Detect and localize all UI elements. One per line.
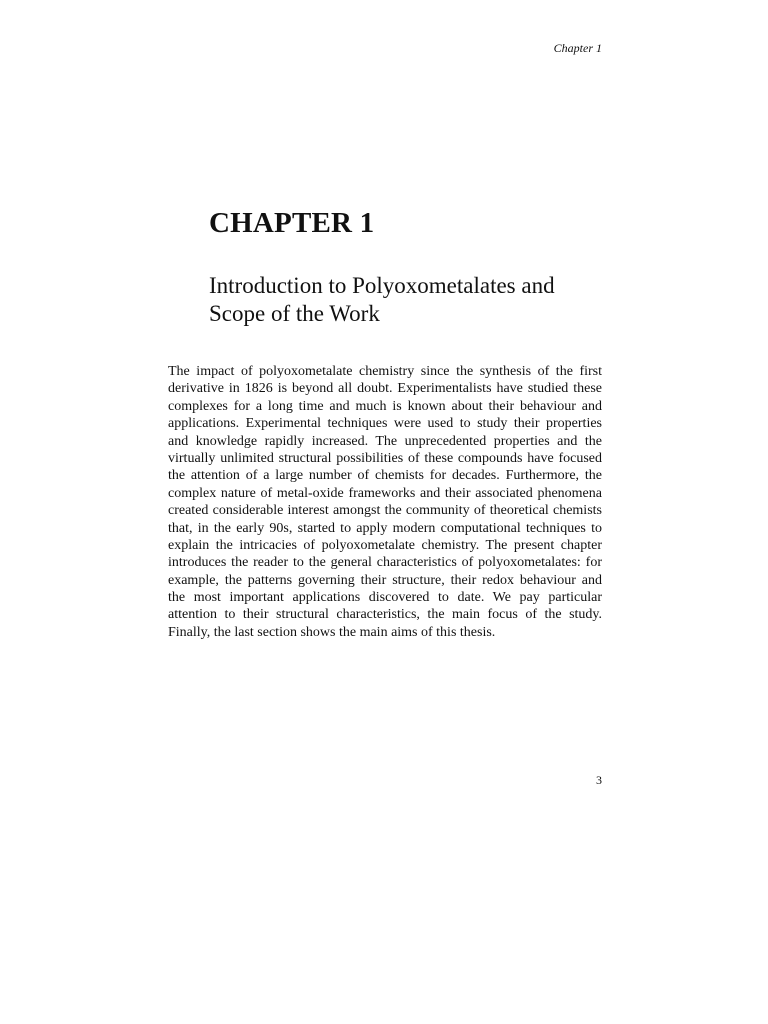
paragraph-line: virtually unlimited structural possibilities of these compounds have focused [168, 450, 602, 466]
introduction-paragraph [168, 363, 602, 641]
paragraph-line: the attention of a large number of chemists for decades. Furthermore, the [168, 468, 602, 484]
paragraph-line: that, in the early 90s, started to apply modern computational techniques to [168, 520, 602, 536]
paragraph-line: created considerable interest amongst the community of theoretical chemists [168, 503, 602, 519]
paragraph-line: and knowledge rapidly increased. The unprecedented properties and the [168, 433, 602, 449]
paragraph-line: derivative in 1826 is beyond all doubt. Experimentalists have studied these [168, 381, 602, 397]
paragraph-line: attention to their structural characteristics, the main focus of the study. [168, 607, 602, 623]
paragraph-line: complexes for a long time and much is known about their behaviour and [168, 398, 602, 414]
page-number: 3 [596, 773, 602, 787]
paragraph-line: applications. Experimental techniques were used to study their properties [168, 416, 602, 432]
chapter-heading: CHAPTER 1 [209, 207, 375, 239]
paragraph-line: The impact of polyoxometalate chemistry since the synthesis of the first [168, 364, 602, 379]
chapter-title-line: Introduction to Polyoxometalates and [209, 273, 555, 298]
paragraph-line: introduces the reader to the general characteristics of polyoxometalates: for [168, 555, 602, 571]
paragraph-line: example, the patterns governing their structure, their redox behaviour and [168, 572, 602, 588]
chapter-title [209, 272, 629, 328]
paragraph-line: explain the intricacies of polyoxometalate chemistry. The present chapter [168, 537, 602, 553]
paragraph-line: the most important applications discovered to date. We pay particular [168, 590, 602, 606]
paragraph-line: Finally, the last section shows the main aims of this thesis. [168, 624, 496, 640]
paragraph-line: complex nature of metal-oxide frameworks and their associated phenomena [168, 485, 602, 501]
chapter-title-line: Scope of the Work [209, 301, 380, 326]
running-header: Chapter 1 [553, 41, 602, 55]
